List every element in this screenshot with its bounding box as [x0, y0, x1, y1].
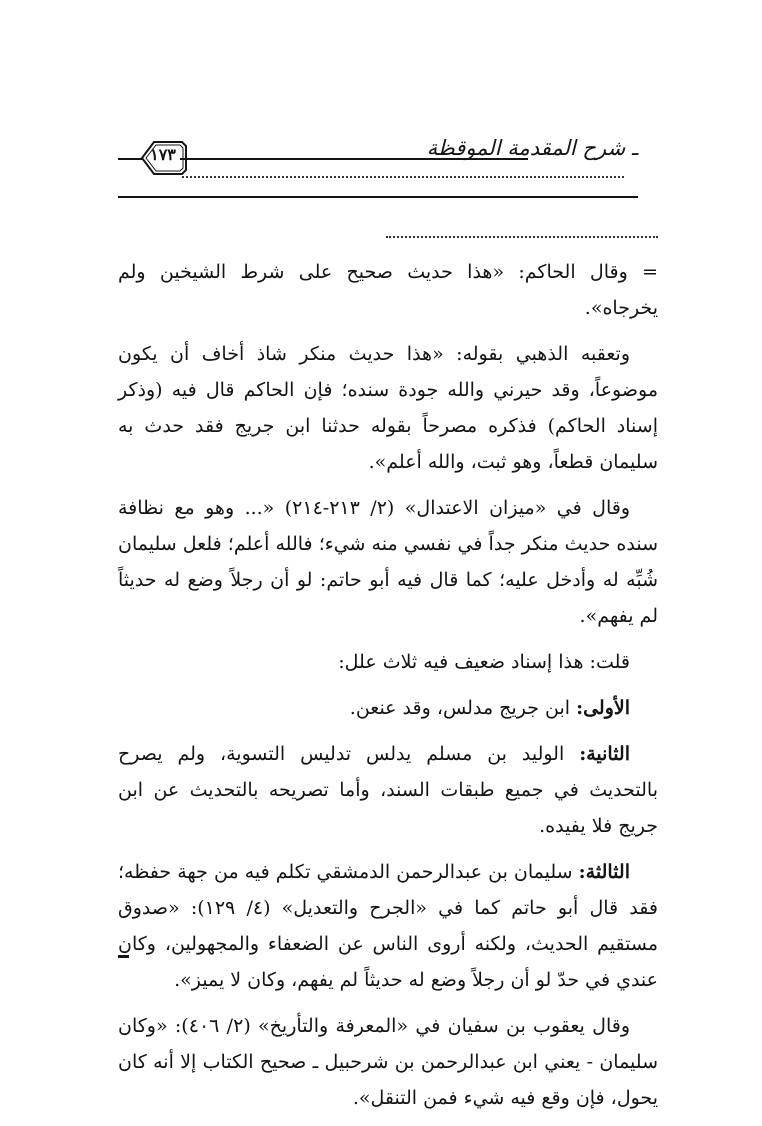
- header-dotted-rule: [182, 176, 624, 188]
- paragraph-lead: الثانية:: [579, 743, 630, 765]
- header-double-rule: [180, 158, 528, 160]
- running-header: [118, 112, 638, 192]
- paragraph-3: [118, 490, 658, 634]
- paragraph-text: وقال في «ميزان الاعتدال» (٢/ ٢١٣-٢١٤) «... وهو مع نظافة سنده حديث منكر جداً في نفسي منه شيء؛ فالله أعلم؛ فلعل سليمان شُبِّه له وأدخل عليه؛ كما قال فيه أبو حاتم: لو أن رجلاً وضع له حديثاً لم يفهم».: [118, 497, 658, 627]
- paragraph-lead: الأولى:: [576, 697, 630, 719]
- paragraph-text: ابن جريج مدلس، وقد عنعن.: [349, 697, 577, 719]
- paragraph-7: [118, 854, 658, 998]
- paragraph-6: [118, 736, 658, 844]
- footer-mark: [118, 955, 129, 958]
- paragraph-4: [118, 644, 658, 680]
- paragraph-text: قلت: هذا إسناد ضعيف فيه ثلاث علل:: [338, 651, 630, 673]
- running-header-title: ـ شرح المقدمة الموقظة: [426, 136, 638, 160]
- paragraph-2: [118, 336, 658, 480]
- paragraph-text: الوليد بن مسلم يدلس تدليس التسوية، ولم يصرح بالتحديث في جميع طبقات السند، وأما تصريحه بالتحديث عن ابن جريج فلا يفيده.: [118, 743, 658, 837]
- header-bottom-rule: [118, 196, 638, 198]
- paragraph-text: سليمان بن عبدالرحمن الدمشقي تكلم فيه من جهة حفظه؛ فقد قال أبو حاتم كما في «الجرح والتعديل» (٤/ ١٢٩): «صدوق مستقيم الحديث، ولكنه أروى الناس عن الضعفاء والمجهولين، وكان عندي في حدّ لو أن رجلاً وضع له حديثاً لم يفهم، وكان لا يميز».: [118, 861, 658, 991]
- paragraph-1: [118, 254, 658, 326]
- paragraph-text: وتعقبه الذهبي بقوله: «هذا حديث منكر شاذ أخاف أن يكون موضوعاً، وقد حيرني والله جودة سنده؛ فإن الحاكم قال فيه (وذكر إسناد الحاكم) فذكره مصرحاً بقوله حدثنا ابن جريج فقد حدث به سليمان قطعاً، وهو ثبت، والله أعلم».: [118, 343, 658, 473]
- footnote-separator: [386, 236, 658, 242]
- paragraph-lead: الثالثة:: [578, 861, 630, 883]
- footnote-text: [118, 254, 658, 1126]
- page-number-badge: [138, 136, 188, 180]
- paragraph-text: وقال يعقوب بن سفيان في «المعرفة والتأريخ» (٢/ ٤٠٦): «وكان سليمان - يعني ابن عبدالرحمن بن شرحبيل ـ صحيح الكتاب إلا أنه كان يحول، فإن وقع فيه شيء فمن التنقل».: [118, 1015, 658, 1109]
- paragraph-5: [118, 690, 658, 726]
- page-number: ١٧٣: [150, 145, 176, 164]
- paragraph-text: = وقال الحاكم: «هذا حديث صحيح على شرط الشيخين ولم يخرجاه».: [118, 261, 658, 319]
- paragraph-8: [118, 1008, 658, 1116]
